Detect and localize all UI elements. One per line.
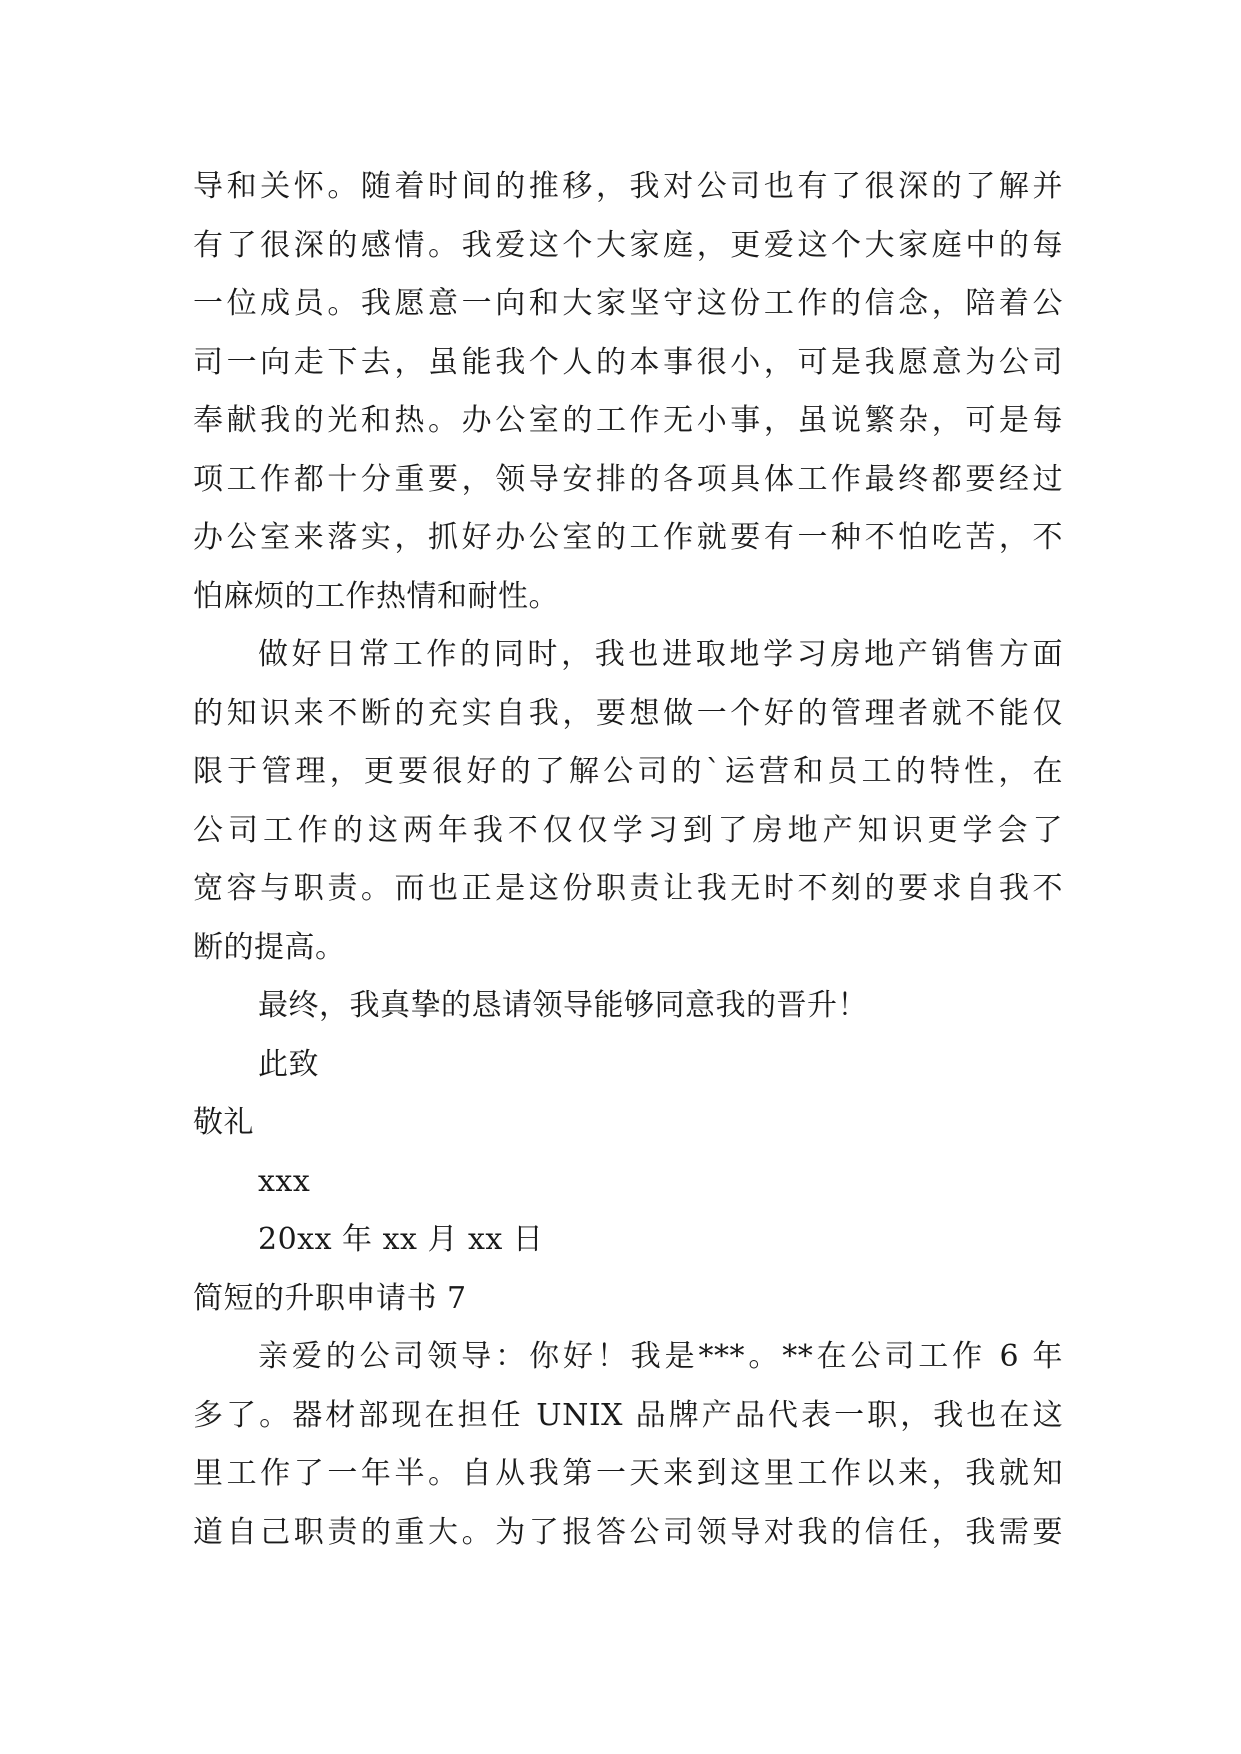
text-line: 宽容与职责。而也正是这份职责让我无时不刻的要求自我不 [193,871,1063,906]
signature-date: 20xx 年 xx 月 xx 日 [258,1222,544,1257]
section-title: 简短的升职申请书 7 [193,1280,467,1316]
salutation-closing: 此致 [258,1046,319,1082]
text-line: 有了很深的感情。我爱这个大家庭，更爱这个大家庭中的每 [193,227,1063,263]
document-body [193,158,1063,1562]
signature-name: xxx [258,1163,311,1199]
text-line: 公司工作的这两年我不仅仅学习到了房地产知识更学会了 [193,812,1063,848]
text-line: 办公室来落实，抓好办公室的工作就要有一种不怕吃苦，不 [193,520,1063,555]
paragraph-start-line: 做好日常工作的同时，我也进取地学习房地产销售方面 [258,637,1063,672]
closing-request-line: 最终，我真挚的恳请领导能够同意我的晋升！ [258,988,868,1023]
text-line: 奉献我的光和热。办公室的工作无小事，虽说繁杂，可是每 [193,403,1063,438]
paragraph-start-line: 亲爱的公司领导：你好！我是***。**在公司工作 6 年 [258,1339,1063,1374]
text-line: 多了。器材部现在担任 UNIX 品牌产品代表一职，我也在这 [193,1397,1063,1433]
text-line: 怕麻烦的工作热情和耐性。 [193,578,559,614]
text-line: 道自己职责的重大。为了报答公司领导对我的信任，我需要 [193,1514,1063,1550]
text-line: 司一向走下去，虽能我个人的本事很小，可是我愿意为公司 [193,344,1063,380]
text-line: 项工作都十分重要，领导安排的各项具体工作最终都要经过 [193,461,1063,497]
text-line: 限于管理，更要很好的了解公司的`运营和员工的特性，在 [193,754,1063,789]
text-line: 断的提高。 [193,929,346,965]
text-line: 导和关怀。随着时间的推移，我对公司也有了很深的了解并 [193,169,1063,204]
text-line: 一位成员。我愿意一向和大家坚守这份工作的信念，陪着公 [193,286,1063,321]
text-line: 的知识来不断的充实自我，要想做一个好的管理者就不能仅 [193,695,1063,731]
salutation-respect: 敬礼 [193,1105,254,1140]
text-line: 里工作了一年半。自从我第一天来到这里工作以来，我就知 [193,1456,1063,1491]
